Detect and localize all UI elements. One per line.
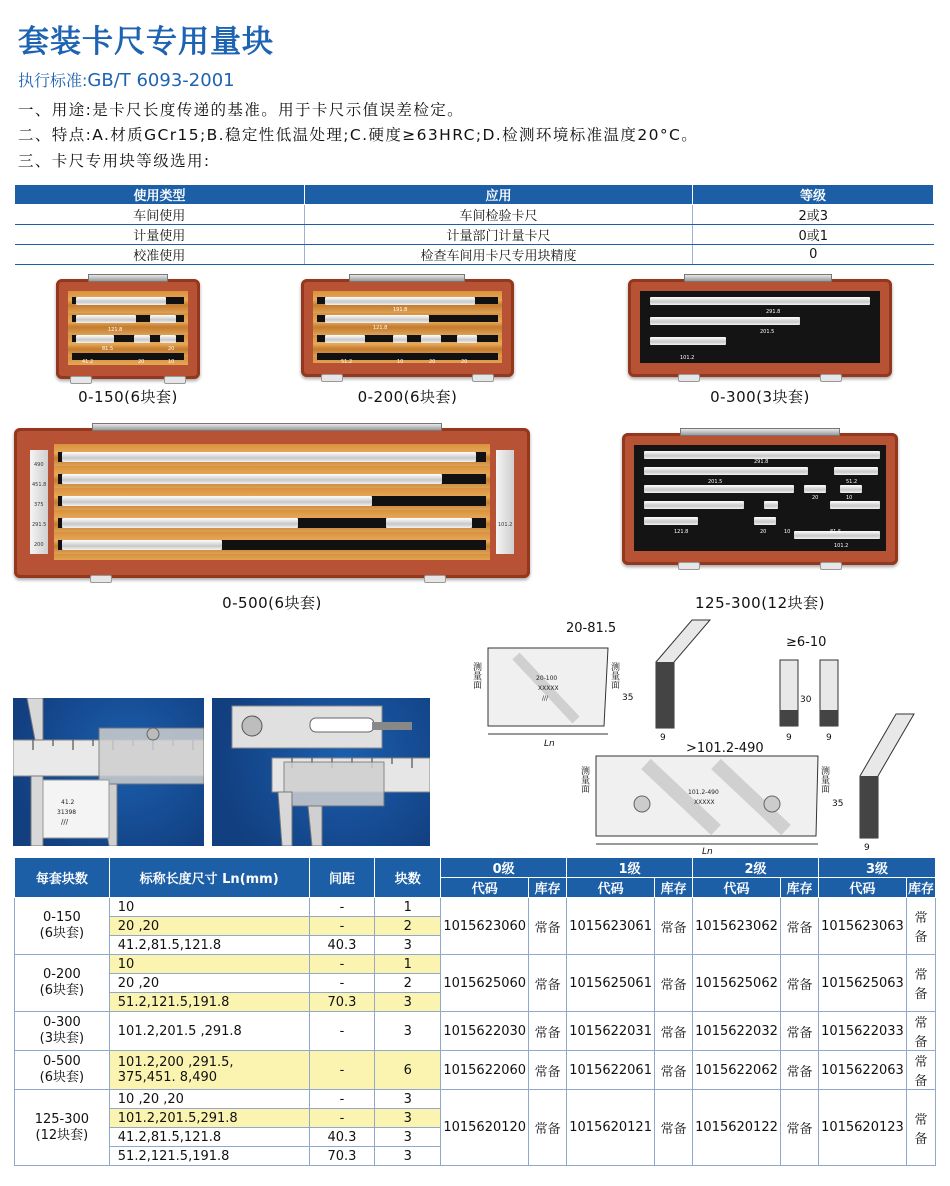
product-code-cell: 1015625060 <box>441 955 529 1012</box>
intro-grade-selection: 三、卡尺专用块等级选用: <box>18 152 211 170</box>
header-grade-3: 3级 <box>818 858 935 878</box>
spacing-cell: - <box>309 1090 375 1109</box>
stock-cell: 常备 <box>781 1090 819 1166</box>
spacing-cell: 40.3 <box>309 936 375 955</box>
count-cell: 2 <box>375 974 441 993</box>
caption-0-500: 0-500(6块套) <box>222 594 322 612</box>
stock-cell: 常备 <box>655 1051 693 1090</box>
svg-text:81.5: 81.5 <box>102 346 114 352</box>
latch <box>678 374 700 382</box>
nominal-length-cell: 20 ,20 <box>109 917 309 936</box>
latch <box>472 374 494 382</box>
nominal-length-cell: 101.2,200 ,291.5, 375,451. 8,490 <box>109 1051 309 1090</box>
latch <box>678 562 700 570</box>
spacing-cell: 70.3 <box>309 1147 375 1166</box>
measure-face-label: 测量面 <box>471 662 481 689</box>
stock-cell: 常备 <box>906 1051 935 1090</box>
svg-text:81.5: 81.5 <box>830 529 842 535</box>
product-code-cell: 1015622032 <box>693 1012 781 1051</box>
header-code: 代码 <box>818 878 906 898</box>
nominal-length-cell: 41.2,81.5,121.8 <box>109 936 309 955</box>
table-row <box>15 1051 936 1090</box>
intro-features: 二、特点:A.材质GCr15;B.稳定性低温处理;C.硬度≥63HRC;D.检测环境标准温度20°C。 <box>18 126 699 144</box>
header-stock: 库存 <box>529 878 567 898</box>
table-row <box>15 205 934 225</box>
svg-text:9: 9 <box>826 733 832 743</box>
latch <box>90 575 112 583</box>
svg-text:51.2: 51.2 <box>341 359 353 365</box>
spacing-cell: 70.3 <box>309 993 375 1012</box>
latch <box>820 374 842 382</box>
standard-label: 执行标准: <box>18 71 88 90</box>
count-cell: 3 <box>375 1012 441 1051</box>
set-size-text: (12块套) <box>35 1127 89 1143</box>
caliper-illustration <box>13 698 204 846</box>
grade-cell: 车间检验卡尺 <box>305 205 693 225</box>
set-size-cell <box>15 898 110 955</box>
range-label: >101.2-490 <box>686 741 764 756</box>
header-spacing: 间距 <box>309 858 375 898</box>
svg-text:20: 20 <box>760 529 767 535</box>
svg-text:XXXXX: XXXXX <box>538 685 559 692</box>
caption-0-300: 0-300(3块套) <box>710 388 810 406</box>
set-size-cell <box>15 1012 110 1051</box>
product-code-cell: 1015622062 <box>693 1051 781 1090</box>
stock-cell: 常备 <box>529 1012 567 1051</box>
nominal-length-cell: 101.2,201.5 ,291.8 <box>109 1012 309 1051</box>
count-cell: 6 <box>375 1051 441 1090</box>
svg-text:9: 9 <box>786 733 792 743</box>
svg-text:20: 20 <box>168 346 175 352</box>
set-size-text: (6块套) <box>39 926 85 941</box>
svg-text:51.2: 51.2 <box>846 479 858 485</box>
nominal-length-cell: 10 <box>109 955 309 974</box>
hinge <box>349 274 465 282</box>
table-row <box>15 898 936 917</box>
svg-text:20-100: 20-100 <box>536 675 558 682</box>
svg-text:20: 20 <box>461 359 468 365</box>
gauge-set-box-125-300 <box>622 433 898 565</box>
hinge <box>92 423 442 431</box>
header-sets: 每套块数 <box>15 858 110 898</box>
caliper-photo-1 <box>13 698 204 846</box>
spacing-cell: - <box>309 917 375 936</box>
svg-text:121.8: 121.8 <box>373 325 388 331</box>
header-stock: 库存 <box>655 878 693 898</box>
latch <box>424 575 446 583</box>
range-label: ≥6-10 <box>786 635 827 650</box>
gauge-set-box-0-200 <box>301 279 514 377</box>
product-code-cell: 1015623060 <box>441 898 529 955</box>
svg-text:20: 20 <box>138 359 145 365</box>
block-label: 41.2 <box>61 799 75 806</box>
spacing-cell: - <box>309 974 375 993</box>
grade-cell: 校准使用 <box>15 245 305 265</box>
product-code-cell: 1015622061 <box>567 1051 655 1090</box>
range-label: 20-81.5 <box>566 621 617 636</box>
count-cell: 3 <box>375 1128 441 1147</box>
set-size-text: 0-200 <box>43 967 81 982</box>
svg-text:41.2: 41.2 <box>82 359 94 365</box>
svg-text:291.8: 291.8 <box>766 309 781 315</box>
product-table-body <box>15 898 936 1166</box>
svg-text:121.8: 121.8 <box>674 529 689 535</box>
header-stock: 库存 <box>906 878 935 898</box>
header-code: 代码 <box>441 878 529 898</box>
caption-125-300: 125-300(12块套) <box>695 594 825 612</box>
grade-table <box>14 184 934 265</box>
nominal-length-cell: 10 ,20 ,20 <box>109 1090 309 1109</box>
svg-text:191.8: 191.8 <box>393 307 408 313</box>
grade-cell: 计量使用 <box>15 225 305 245</box>
svg-text:201.5: 201.5 <box>708 479 723 485</box>
stock-cell: 常备 <box>529 898 567 955</box>
header-grade-1: 1级 <box>567 858 693 878</box>
product-code-cell: 1015620120 <box>441 1090 529 1166</box>
count-cell: 3 <box>375 1109 441 1128</box>
stock-cell: 常备 <box>781 898 819 955</box>
intro-purpose: 一、用途:是卡尺长度传递的基准。用于卡尺示值误差检定。 <box>18 101 465 119</box>
svg-text:451.8: 451.8 <box>32 482 47 488</box>
product-code-cell: 1015622060 <box>441 1051 529 1090</box>
latch <box>164 376 186 384</box>
nominal-length-cell: 51.2,121.5,191.8 <box>109 1147 309 1166</box>
spacing-cell: 40.3 <box>309 1128 375 1147</box>
count-cell: 2 <box>375 917 441 936</box>
caption-0-200: 0-200(6块套) <box>357 388 458 406</box>
svg-text:///: /// <box>542 695 549 702</box>
nominal-length-cell: 10 <box>109 898 309 917</box>
svg-text:200: 200 <box>34 542 44 548</box>
stock-cell: 常备 <box>906 898 935 955</box>
box-labels <box>634 445 886 551</box>
grade-header-application: 应用 <box>305 185 693 205</box>
product-code-cell: 1015625061 <box>567 955 655 1012</box>
set-size-text: 125-300 <box>34 1111 90 1127</box>
set-size-cell <box>15 1051 110 1090</box>
svg-text:9: 9 <box>864 843 870 853</box>
box-labels <box>30 450 514 560</box>
stock-cell: 常备 <box>781 955 819 1012</box>
product-code-cell: 1015622033 <box>818 1012 906 1051</box>
table-row <box>15 955 936 974</box>
svg-text:9: 9 <box>660 733 666 743</box>
svg-text:10: 10 <box>168 359 175 365</box>
product-code-cell: 1015620121 <box>567 1090 655 1166</box>
stock-cell: 常备 <box>529 1090 567 1166</box>
set-size-text: 0-500 <box>43 1054 81 1069</box>
table-row <box>15 225 934 245</box>
stock-cell: 常备 <box>655 898 693 955</box>
stock-cell: 常备 <box>906 955 935 1012</box>
grade-cell: 计量部门计量卡尺 <box>305 225 693 245</box>
svg-text:375: 375 <box>34 502 44 508</box>
svg-text:Ln: Ln <box>544 739 555 749</box>
stock-cell: 常备 <box>906 1012 935 1051</box>
svg-text:291.5: 291.5 <box>32 522 47 528</box>
svg-text:35: 35 <box>622 693 634 703</box>
nominal-length-cell: 41.2,81.5,121.8 <box>109 1128 309 1147</box>
grade-header-type: 使用类型 <box>15 185 305 205</box>
stock-cell: 常备 <box>781 1012 819 1051</box>
grade-cell: 检查车间用卡尺专用块精度 <box>305 245 693 265</box>
svg-text:测量面: 测量面 <box>579 766 589 793</box>
header-code: 代码 <box>693 878 781 898</box>
product-code-cell: 1015622031 <box>567 1012 655 1051</box>
product-code-cell: 1015625063 <box>818 955 906 1012</box>
latch <box>70 376 92 384</box>
svg-text:35: 35 <box>832 799 844 809</box>
svg-text:20: 20 <box>429 359 436 365</box>
set-size-text: (3块套) <box>39 1031 85 1046</box>
count-cell: 3 <box>375 1090 441 1109</box>
nominal-length-cell: 20 ,20 <box>109 974 309 993</box>
count-cell: 1 <box>375 898 441 917</box>
hinge <box>88 274 168 282</box>
svg-text:10: 10 <box>784 529 791 535</box>
product-code-cell: 1015620122 <box>693 1090 781 1166</box>
svg-text:10: 10 <box>846 495 853 501</box>
stock-cell: 常备 <box>906 1090 935 1166</box>
stock-cell: 常备 <box>655 1090 693 1166</box>
header-nominal: 标称长度尺寸 Ln(mm) <box>109 858 309 898</box>
stock-cell: 常备 <box>529 1051 567 1090</box>
svg-text:101.2-490: 101.2-490 <box>688 789 719 796</box>
set-size-cell <box>15 955 110 1012</box>
grade-header-grade: 等级 <box>693 185 934 205</box>
svg-text:30: 30 <box>800 695 812 705</box>
header-stock: 库存 <box>781 878 819 898</box>
standard-line <box>18 68 235 91</box>
nominal-length-cell: 51.2,121.5,191.8 <box>109 993 309 1012</box>
gauge-set-box-0-150 <box>56 279 200 379</box>
header-grade-0: 0级 <box>441 858 567 878</box>
block-dimension-diagram <box>456 616 936 856</box>
grade-cell: 0或1 <box>693 225 934 245</box>
svg-text:101.2: 101.2 <box>498 522 513 528</box>
stock-cell: 常备 <box>655 955 693 1012</box>
spacing-cell: - <box>309 1012 375 1051</box>
box-labels <box>68 291 188 365</box>
box-labels <box>640 291 880 365</box>
count-cell: 3 <box>375 936 441 955</box>
count-cell: 3 <box>375 1147 441 1166</box>
stock-cell: 常备 <box>529 955 567 1012</box>
product-table <box>14 857 936 1166</box>
product-code-cell: 1015625062 <box>693 955 781 1012</box>
product-code-cell: 1015623062 <box>693 898 781 955</box>
hinge <box>684 274 832 282</box>
table-row <box>15 1090 936 1109</box>
svg-text:291.8: 291.8 <box>754 459 769 465</box>
svg-text:201.5: 201.5 <box>760 329 775 335</box>
latch <box>321 374 343 382</box>
svg-text:101.2: 101.2 <box>834 543 849 549</box>
header-grade-2: 2级 <box>693 858 819 878</box>
set-size-text: 0-300 <box>43 1015 81 1030</box>
nominal-length-cell: 101.2,201.5,291.8 <box>109 1109 309 1128</box>
grade-cell: 车间使用 <box>15 205 305 225</box>
svg-text:Ln: Ln <box>702 847 713 856</box>
caliper-photo-2 <box>212 698 430 846</box>
product-code-cell: 1015623061 <box>567 898 655 955</box>
svg-text:测量面: 测量面 <box>609 662 619 689</box>
standard-code: GB/T 6093-2001 <box>87 70 235 91</box>
box-labels <box>313 291 503 365</box>
header-count: 块数 <box>375 858 441 898</box>
svg-text:///: /// <box>61 818 69 826</box>
svg-text:XXXXX: XXXXX <box>694 799 715 806</box>
spacing-cell: - <box>309 955 375 974</box>
table-row <box>15 1012 936 1051</box>
set-size-cell <box>15 1090 110 1166</box>
svg-text:121.8: 121.8 <box>108 327 123 333</box>
product-code-cell: 1015620123 <box>818 1090 906 1166</box>
product-code-cell: 1015623063 <box>818 898 906 955</box>
gauge-set-box-0-500 <box>14 428 530 578</box>
svg-text:测量面: 测量面 <box>819 766 829 793</box>
product-code-cell: 1015622063 <box>818 1051 906 1090</box>
spacing-cell: - <box>309 898 375 917</box>
table-row <box>15 245 934 265</box>
hinge <box>680 428 840 436</box>
stock-cell: 常备 <box>781 1051 819 1090</box>
grade-cell: 2或3 <box>693 205 934 225</box>
svg-text:101.2: 101.2 <box>680 355 695 361</box>
count-cell: 1 <box>375 955 441 974</box>
set-size-text: (6块套) <box>39 983 85 998</box>
svg-text:490: 490 <box>34 462 44 468</box>
block-label: 31398 <box>57 809 77 816</box>
latch <box>820 562 842 570</box>
gauge-set-box-0-300 <box>628 279 892 377</box>
caption-0-150: 0-150(6块套) <box>78 388 178 406</box>
set-size-text: (6块套) <box>39 1070 85 1085</box>
stock-cell: 常备 <box>655 1012 693 1051</box>
count-cell: 3 <box>375 993 441 1012</box>
grade-cell: 0 <box>693 245 934 265</box>
page-title: 套装卡尺专用量块 <box>18 24 274 60</box>
header-code: 代码 <box>567 878 655 898</box>
spacing-cell: - <box>309 1051 375 1090</box>
svg-text:20: 20 <box>812 495 819 501</box>
spacing-cell: - <box>309 1109 375 1128</box>
product-code-cell: 1015622030 <box>441 1012 529 1051</box>
svg-text:10: 10 <box>397 359 404 365</box>
set-size-text: 0-150 <box>43 910 81 925</box>
